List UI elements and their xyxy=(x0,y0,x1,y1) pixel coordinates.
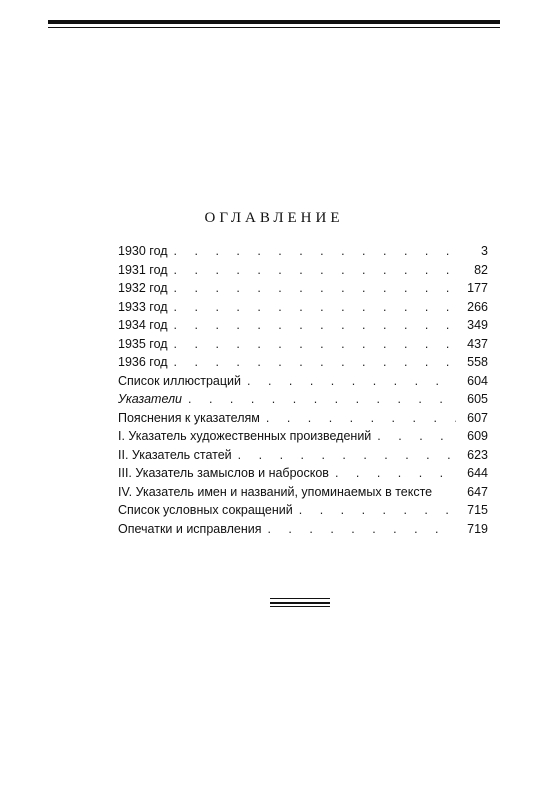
toc-entry-label: Опечатки и исправления xyxy=(118,521,262,536)
toc-entry xyxy=(118,464,488,483)
toc-entry xyxy=(118,335,488,354)
toc-entry xyxy=(118,261,488,280)
toc-entry-label: III. Указатель замыслов и набросков xyxy=(118,466,329,480)
dot-leader xyxy=(247,372,456,391)
toc-entry-page: 719 xyxy=(467,521,488,536)
toc-entry-page: 558 xyxy=(467,355,488,369)
dot-leader xyxy=(267,520,456,539)
dot-leader xyxy=(174,261,456,280)
toc-entry-label: 1936 год xyxy=(118,355,168,369)
toc-entry-page: 82 xyxy=(474,262,488,277)
dot-leader xyxy=(174,279,456,298)
toc-entry xyxy=(118,409,488,428)
toc-entry-page: 3 xyxy=(481,244,488,258)
toc-entry-label: Список иллюстраций xyxy=(118,373,242,388)
toc-entry-page: 623 xyxy=(467,447,488,462)
toc-entry xyxy=(118,279,488,298)
closing-ornament-rule xyxy=(270,602,330,604)
toc-entry-page: 644 xyxy=(467,466,488,480)
toc-entry-page: 349 xyxy=(467,318,488,332)
toc-entry xyxy=(118,242,488,261)
toc-entry-label: II. Указатель статей xyxy=(118,447,232,462)
dot-leader xyxy=(377,427,456,446)
dot-leader xyxy=(335,464,456,483)
toc-entry-page: 604 xyxy=(467,373,488,388)
dot-leader xyxy=(299,501,456,520)
toc-entry xyxy=(118,446,488,465)
dot-leader xyxy=(174,353,456,372)
toc-entry-label: Указатели xyxy=(118,392,183,406)
closing-ornament-rule xyxy=(270,606,330,607)
toc-entry-label: Пояснения к указателям xyxy=(118,410,260,425)
toc-entry-page: 647 xyxy=(467,484,488,499)
toc-entry xyxy=(118,483,488,502)
top-rule xyxy=(48,20,500,24)
closing-ornament-rule xyxy=(270,598,330,599)
table-of-contents xyxy=(118,242,488,538)
toc-entry-label: 1931 год xyxy=(118,262,168,277)
toc-entry xyxy=(118,520,488,539)
toc-entry-label: IV. Указатель имен и названий, упоминаемых в тексте xyxy=(118,484,433,499)
toc-entry-label: Список условных сокращений xyxy=(118,503,293,517)
toc-entry-label: 1934 год xyxy=(118,318,168,332)
toc-entry xyxy=(118,372,488,391)
toc-entry-page: 607 xyxy=(467,410,488,425)
toc-entry-label: I. Указатель художественных произведений xyxy=(118,429,372,443)
dot-leader xyxy=(238,446,456,465)
toc-entry xyxy=(118,298,488,317)
toc-entry xyxy=(118,427,488,446)
page-title: ОГЛАВЛЕНИЕ xyxy=(204,210,344,226)
top-rule-thin xyxy=(48,27,500,28)
toc-entry xyxy=(118,501,488,520)
toc-entry xyxy=(118,353,488,372)
toc-entry-page: 605 xyxy=(467,392,488,406)
toc-entry-page: 437 xyxy=(467,336,488,351)
toc-entry-page: 609 xyxy=(467,429,488,443)
toc-entry-label: 1935 год xyxy=(118,336,168,351)
dot-leader xyxy=(266,409,456,428)
dot-leader xyxy=(174,242,456,261)
toc-entry-page: 177 xyxy=(467,281,488,295)
toc-entry xyxy=(118,316,488,335)
toc-entry-label: 1930 год xyxy=(118,244,168,258)
dot-leader xyxy=(174,316,456,335)
dot-leader xyxy=(174,335,456,354)
toc-entry-page: 266 xyxy=(467,299,488,314)
toc-entry-label: 1933 год xyxy=(118,299,168,314)
dot-leader xyxy=(174,298,456,317)
toc-entry-label: 1932 год xyxy=(118,281,168,295)
toc-entry-page: 715 xyxy=(467,503,488,517)
toc-entry xyxy=(118,390,488,409)
dot-leader xyxy=(188,390,456,409)
